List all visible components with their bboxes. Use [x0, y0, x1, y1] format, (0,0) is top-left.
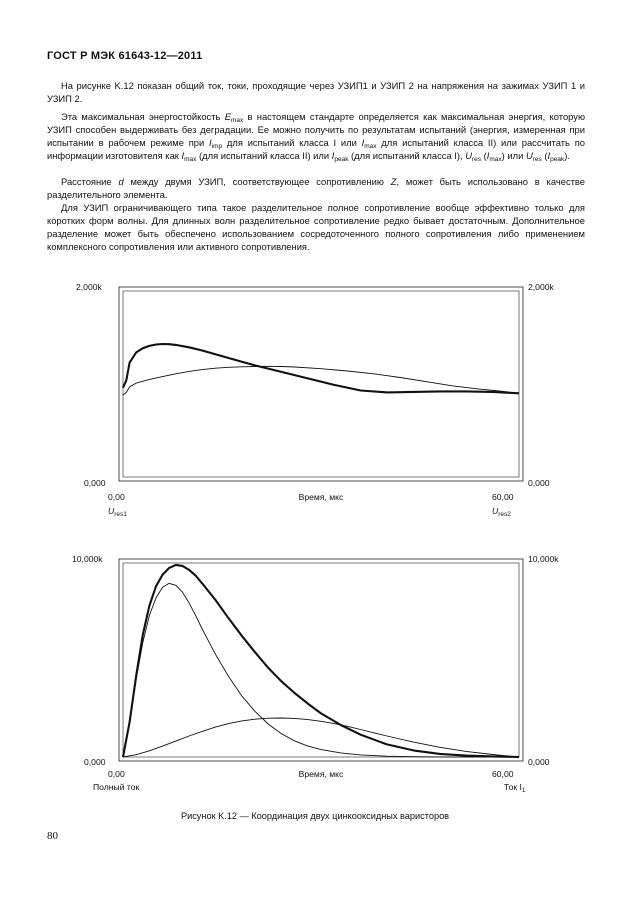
paragraph-1: На рисунке K.12 показан общий ток, токи, проходящие через УЗИП1 и УЗИП 2 на напряжения на зажимах УЗИП 1 и УЗИП 2.: [47, 80, 585, 105]
chart-1-y-right-top: 2,000k: [528, 282, 554, 292]
chart-2-x-tick-left: 0,00: [108, 769, 125, 779]
chart-2-xlabel: Время, мкс: [298, 769, 344, 779]
chart-2-x-tick-right: 60,00: [492, 769, 514, 779]
figure-caption: Рисунок K.12 — Координация двух цинкооксидных варисторов: [180, 811, 450, 821]
chart-2: [72, 554, 559, 794]
chart-1-frame: [119, 287, 523, 481]
paragraph-4: Для УЗИП ограничивающего типа такое разделительное полное сопротивление вообще эффективно только для коротких форм волны. Для длинных волн разделительное сопротивление редко бывает достаточным. Дополнительное разделение может быть обеспечено использованием сосредоточенного полного сопротивления либо применением комплексного сопротивления или активного сопротивления.: [47, 202, 585, 253]
chart-2-y-right-bottom: 0,000: [528, 757, 550, 767]
chart-1-x-tick-left: 0,00: [108, 492, 125, 502]
chart-1-xlabel: Время, мкс: [298, 492, 344, 502]
chart-1-right-label: $U_{res2}$: [492, 506, 511, 518]
chart-1-y-left-top: 2,000k: [76, 282, 102, 292]
chart-1: [76, 282, 555, 518]
chart-2-series-1-line: [123, 565, 519, 757]
chart-1-plot-area: [123, 291, 519, 477]
page-number: 80: [47, 830, 58, 842]
chart-1-left-label: $U_{res1}$: [108, 506, 127, 518]
paragraph-2: Эта максимальная энергостойкость $E_{max}$ в настоящем стандарте определяется как максимальная энергия, которую УЗИП способен выдерживать без деградации. Ее можно получить по результатам испытаний (энергия, измеренная при испытании в рабочем режиме при $I_{imp}$ для испытаний класса I или $I_{max}$ для испытаний класса II) или рассчитать по информации изготовителя как $I_{max}$ (для испытаний класса II) или $I_{peak}$ (для испытаний класса I), $U_{res}$ $(I_{max})$ или $U_{res}$ $(I_{peak})$.: [47, 111, 585, 164]
chart-2-series-2-line: [123, 583, 519, 757]
chart-1-x-tick-right: 60,00: [492, 492, 514, 502]
chart-2-y-left-top: 10,000k: [72, 554, 103, 564]
chart-2-right-label: Ток $I_1$: [504, 782, 526, 794]
paragraph-3: Расстояние d между двумя УЗИП, соответствующее сопротивлению Z, может быть использовано в качестве разделительного элемента.: [47, 176, 586, 201]
document-header: ГОСТ Р МЭК 61643-12—2011: [47, 50, 203, 62]
chart-2-left-label: Полный ток: [93, 782, 140, 792]
chart-2-y-left-bottom: 0,000: [84, 757, 106, 767]
chart-2-series-3-line: [123, 718, 519, 757]
chart-2-y-right-top: 10,000k: [528, 554, 559, 564]
chart-1-y-right-bottom: 0,000: [528, 478, 550, 488]
chart-1-y-left-bottom: 0,000: [84, 478, 106, 488]
